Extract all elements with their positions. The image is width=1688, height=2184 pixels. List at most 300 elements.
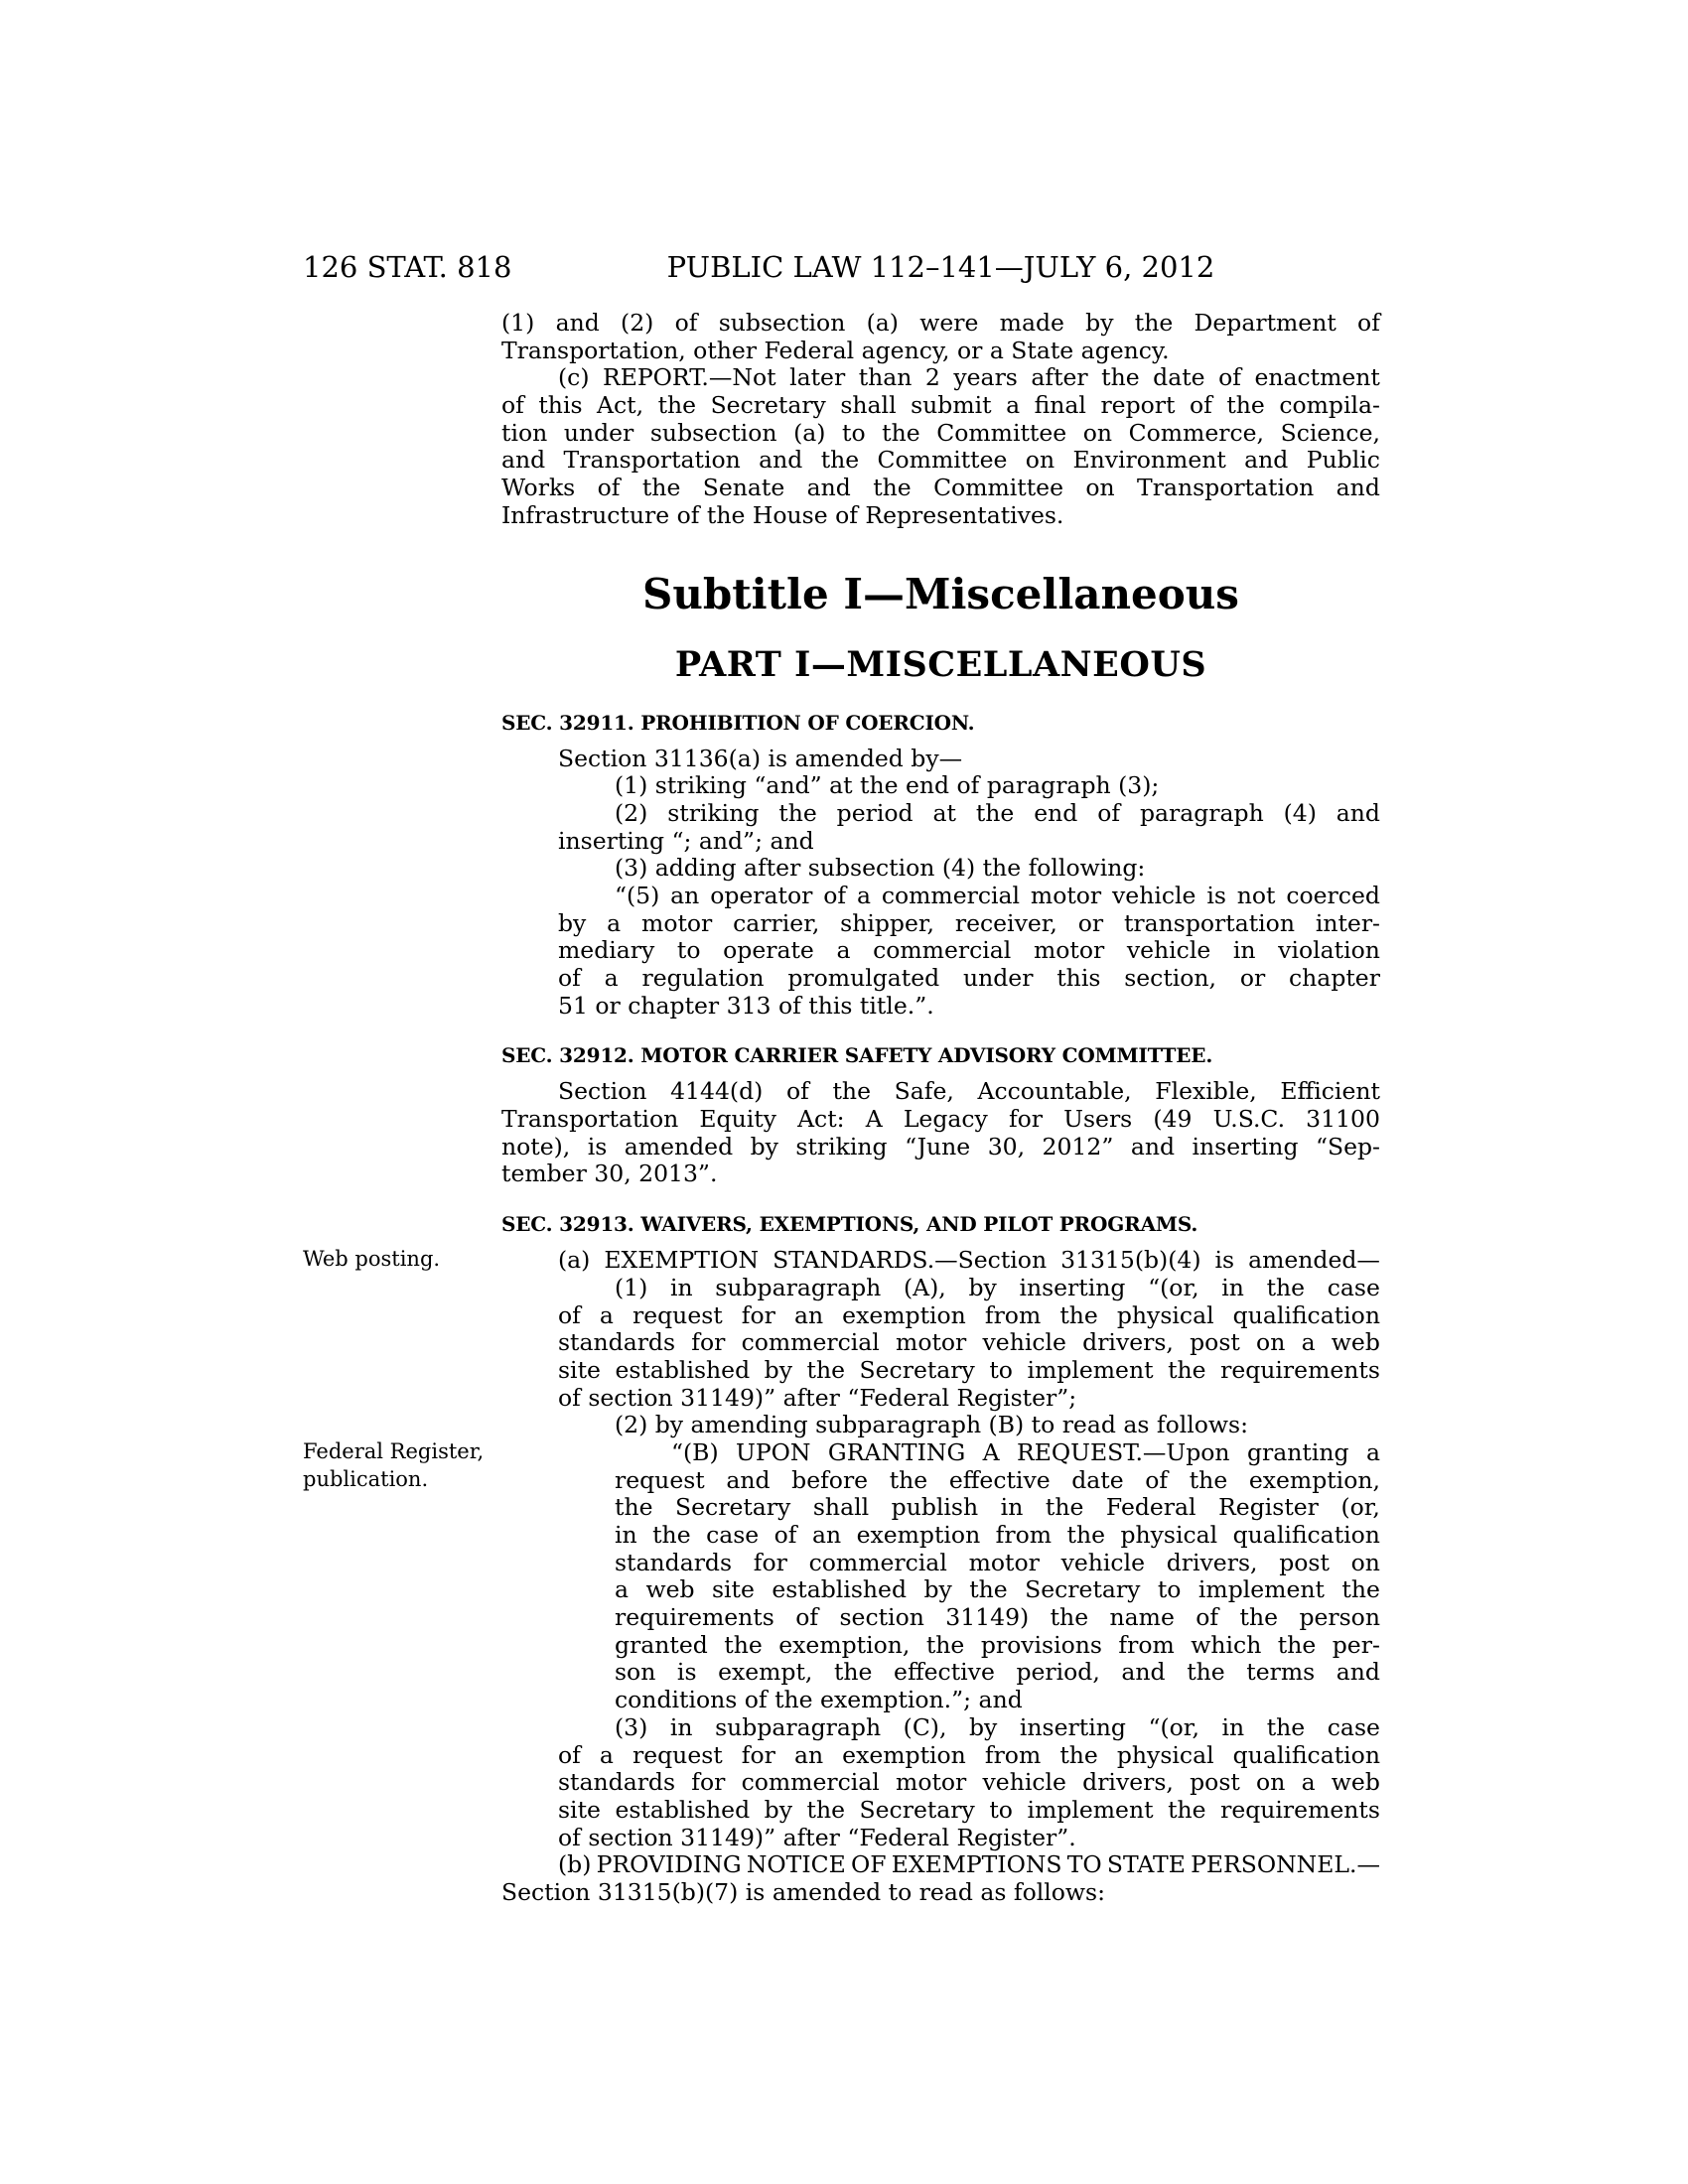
word: the: [778, 798, 817, 827]
word: “(5): [615, 881, 660, 909]
word: and: [806, 474, 851, 502]
word: (a): [558, 1246, 591, 1275]
word: request: [615, 1465, 705, 1494]
word: receiver,: [954, 908, 1057, 937]
word: this: [1056, 964, 1101, 992]
word: motor: [1030, 881, 1102, 909]
word: 30,: [987, 1132, 1026, 1160]
word: section: [839, 1603, 924, 1632]
word: “(B): [671, 1437, 719, 1466]
word: in: [669, 1712, 693, 1741]
word: vehicle: [1060, 1548, 1145, 1576]
word: in: [1221, 1273, 1244, 1301]
word: physical: [1116, 1740, 1214, 1769]
word: established: [615, 1795, 751, 1824]
text-line: [501, 1302, 1380, 1330]
word: Act,: [597, 391, 644, 420]
subtitle-heading: Subtitle I—Miscellaneous: [642, 569, 1239, 618]
word: subparagraph: [715, 1712, 882, 1741]
word: the: [1277, 1630, 1317, 1659]
word: of: [823, 881, 847, 909]
word: standards: [558, 1768, 676, 1797]
word: on: [1082, 418, 1113, 447]
word: motor: [968, 1548, 1040, 1576]
word: to: [842, 418, 866, 447]
word: years: [953, 363, 1018, 392]
word: the: [641, 474, 681, 502]
word: and: [1336, 1658, 1380, 1687]
word: and: [1121, 1658, 1166, 1687]
word: the: [925, 1630, 965, 1659]
word: of: [597, 474, 621, 502]
word: in: [1232, 936, 1256, 965]
word: of: [1145, 1465, 1169, 1494]
text-line: [501, 475, 1380, 502]
word: web: [1331, 1768, 1380, 1797]
word: of: [1218, 363, 1241, 392]
word: regulation: [641, 964, 765, 992]
word: STANDARDS.—Section: [773, 1246, 1048, 1275]
word: commercial: [881, 881, 1021, 909]
word: (1): [501, 309, 535, 337]
word: of: [1357, 309, 1380, 337]
word: operator: [710, 881, 813, 909]
word: by: [923, 1575, 952, 1604]
word: is: [1206, 881, 1226, 909]
word: subsection: [649, 418, 777, 447]
word: Senate: [702, 474, 785, 502]
word: requirements: [1220, 1795, 1380, 1824]
word: TO: [1066, 1850, 1102, 1879]
word: 31315(b)(4): [1060, 1246, 1201, 1275]
word: by: [764, 1355, 792, 1384]
word: end: [1034, 798, 1078, 827]
word: the: [820, 446, 860, 475]
word: made: [999, 309, 1064, 337]
word: commercial: [808, 1548, 947, 1576]
word: or: [1239, 964, 1266, 992]
margin-note: [303, 1438, 496, 1493]
word: a: [836, 936, 851, 965]
text-line: [501, 420, 1380, 448]
text-line: [501, 1522, 1380, 1550]
word: by: [1085, 309, 1114, 337]
word: striking: [667, 798, 760, 827]
word: (c): [558, 363, 590, 392]
word: and: [501, 446, 546, 475]
word: UPON: [736, 1437, 811, 1466]
sec-32912-heading: SEC. 32912. MOTOR CARRIER SAFETY ADVISORY COMMITTEE.: [501, 1043, 1213, 1068]
text-line: Section 31136(a) is amended by—: [558, 744, 963, 772]
word: drivers,: [1082, 1768, 1174, 1797]
text-line: [501, 1106, 1380, 1134]
word: GRANTING: [827, 1437, 966, 1466]
word: for: [741, 1300, 775, 1329]
word: motor: [641, 908, 713, 937]
word: Legacy: [903, 1105, 988, 1134]
text-line: of section 31149)” after “Federal Register”.: [558, 1823, 1076, 1851]
word: the: [1066, 1521, 1105, 1549]
word: A: [982, 1437, 1000, 1466]
word: (4): [1283, 798, 1317, 827]
word: (A),: [903, 1273, 946, 1301]
word: vehicle: [982, 1768, 1066, 1797]
word: the: [1189, 1465, 1228, 1494]
word: before: [791, 1465, 869, 1494]
word: REPORT.—Not: [603, 363, 776, 392]
word: on: [1085, 474, 1115, 502]
word: provisions: [980, 1630, 1102, 1659]
word: later: [789, 363, 846, 392]
text-line: (3) adding after subsection (4) the following:: [615, 854, 1146, 883]
word: of: [501, 391, 524, 420]
word: Secretary: [675, 1493, 791, 1522]
margin-note: [303, 1246, 496, 1274]
text-line: Transportation, other Federal agency, or a State agency.: [501, 336, 1170, 364]
text-line: [501, 1439, 1380, 1467]
text-line: inserting “; and”; and: [558, 826, 814, 855]
word: on: [1256, 1328, 1286, 1357]
word: the: [1134, 309, 1174, 337]
word: the: [1050, 1603, 1089, 1632]
word: and: [1244, 446, 1289, 475]
word: 31149): [945, 1603, 1030, 1632]
word: (2): [621, 309, 654, 337]
word: Section: [558, 1077, 647, 1106]
text-line: tember 30, 2013”.: [501, 1160, 718, 1188]
word: motor: [896, 1328, 967, 1357]
word: under: [962, 964, 1034, 992]
word: which: [1191, 1630, 1262, 1659]
word: (C),: [903, 1712, 947, 1741]
word: period,: [1016, 1658, 1100, 1687]
word: the: [889, 1465, 928, 1494]
word: drivers,: [1082, 1328, 1174, 1357]
word: mediary: [558, 936, 655, 965]
margin-note-line: Web posting.: [303, 1247, 441, 1271]
word: EXEMPTIONS: [891, 1850, 1062, 1879]
word: a: [1365, 1437, 1380, 1466]
word: for: [753, 1548, 787, 1576]
word: or: [1077, 908, 1104, 937]
word: date: [1153, 363, 1205, 392]
word: Commerce,: [1128, 418, 1265, 447]
word: the: [873, 474, 912, 502]
word: Secretary: [859, 1355, 975, 1384]
word: of: [674, 309, 698, 337]
word: under: [563, 418, 634, 447]
text-line: [501, 1851, 1380, 1879]
word: of: [558, 1740, 581, 1769]
word: of: [1196, 1603, 1219, 1632]
word: by: [558, 908, 587, 937]
text-line: (2) by amending subparagraph (B) to read as follows:: [615, 1411, 1249, 1439]
word: is: [587, 1132, 608, 1160]
word: promulgated: [787, 964, 940, 992]
word: effective: [894, 1658, 995, 1687]
sec-32911-heading: SEC. 32911. PROHIBITION OF COERCION.: [501, 710, 975, 735]
word: effective: [948, 1465, 1051, 1494]
word: a: [1301, 1768, 1316, 1797]
word: standards: [615, 1548, 733, 1576]
margin-note-line: publication.: [303, 1466, 429, 1491]
word: a: [856, 881, 871, 909]
word: by: [968, 1273, 997, 1301]
word: case: [706, 1521, 760, 1549]
word: exemption,: [778, 1630, 911, 1659]
word: “(or,: [1148, 1273, 1199, 1301]
word: the: [724, 1630, 763, 1659]
word: subparagraph: [715, 1273, 882, 1301]
text-line: of section 31149)” after “Federal Register”;: [558, 1383, 1077, 1412]
text-line: [501, 800, 1380, 828]
text-line: [501, 1494, 1380, 1522]
word: compila-: [1279, 391, 1380, 420]
word: Transportation: [501, 1105, 679, 1134]
word: standards: [558, 1328, 676, 1357]
text-line: Section 31315(b)(7) is amended to read as follows:: [501, 1877, 1106, 1906]
word: note),: [501, 1132, 571, 1160]
word: qualification: [1232, 1740, 1380, 1769]
word: son: [615, 1658, 656, 1687]
text-line: [501, 1576, 1380, 1604]
word: commercial: [873, 936, 1012, 965]
word: Act:: [797, 1105, 845, 1134]
word: final: [1034, 391, 1086, 420]
word: STATE: [1106, 1850, 1186, 1879]
word: post: [1190, 1768, 1240, 1797]
word: of: [785, 1077, 809, 1106]
word: physical: [1120, 1521, 1218, 1549]
text-line: 51 or chapter 313 of this title.”.: [558, 991, 934, 1020]
word: in: [669, 1273, 693, 1301]
word: to: [1157, 1575, 1182, 1604]
word: case: [1327, 1273, 1380, 1301]
word: 2: [924, 363, 940, 392]
word: the: [657, 391, 697, 420]
word: tion: [501, 418, 548, 447]
text-line: [501, 392, 1380, 420]
part-heading: PART I—MISCELLANEOUS: [674, 643, 1207, 685]
word: “June: [905, 1132, 971, 1160]
word: the: [1168, 1355, 1206, 1384]
word: site: [711, 1575, 755, 1604]
word: inserting: [1019, 1273, 1126, 1301]
word: than: [858, 363, 913, 392]
word: post: [1279, 1548, 1330, 1576]
word: site: [558, 1795, 601, 1824]
word: section,: [1124, 964, 1217, 992]
word: on: [1350, 1548, 1380, 1576]
word: the: [1341, 1575, 1380, 1604]
word: Public: [1306, 446, 1380, 475]
word: Accountable,: [977, 1077, 1132, 1106]
word: by: [764, 1795, 792, 1824]
word: site: [558, 1355, 601, 1384]
word: violation: [1278, 936, 1380, 965]
word: exemption: [856, 1521, 981, 1549]
word: a: [1006, 391, 1021, 420]
word: vehicle: [982, 1328, 1066, 1357]
word: Works: [501, 474, 576, 502]
text-line: [501, 310, 1380, 338]
word: Secretary: [710, 391, 826, 420]
word: of: [774, 1521, 797, 1549]
word: a: [599, 1300, 614, 1329]
word: from: [995, 1521, 1053, 1549]
word: vehicle: [1126, 936, 1211, 965]
word: on: [1256, 1768, 1286, 1797]
statute-text-column: [501, 310, 1380, 1907]
word: motor: [896, 1768, 967, 1797]
word: submit: [911, 391, 992, 420]
word: Committee: [933, 474, 1063, 502]
word: of: [1189, 391, 1212, 420]
text-line: [501, 1659, 1380, 1687]
word: Science,: [1280, 418, 1380, 447]
word: an: [793, 1300, 824, 1329]
word: exemption,: [1248, 1465, 1380, 1494]
word: granted: [615, 1630, 708, 1659]
word: the: [832, 1077, 871, 1106]
word: the: [652, 1521, 691, 1549]
word: by: [750, 1132, 778, 1160]
word: amended—: [1248, 1246, 1380, 1275]
text-line: [501, 1632, 1380, 1660]
word: for: [1008, 1105, 1044, 1134]
page-number-stat-citation: 126 STAT. 818: [303, 250, 512, 284]
word: inserting: [1019, 1712, 1126, 1741]
word: vehicle: [1112, 881, 1196, 909]
word: granting: [1246, 1437, 1349, 1466]
word: the: [1226, 391, 1265, 420]
word: (a): [866, 309, 899, 337]
word: case: [1327, 1712, 1380, 1741]
word: the: [1266, 1273, 1306, 1301]
word: implement: [1027, 1355, 1154, 1384]
text-line: (1) striking “and” at the end of paragraph (3);: [615, 771, 1160, 800]
text-line: [501, 1329, 1380, 1357]
word: commercial: [741, 1768, 880, 1797]
word: Safe,: [894, 1077, 954, 1106]
text-line: [501, 1550, 1380, 1577]
word: operate: [723, 936, 814, 965]
text-line: [501, 1604, 1380, 1632]
word: in: [615, 1521, 637, 1549]
word: (b): [558, 1850, 592, 1879]
word: and: [1336, 798, 1380, 827]
word: Flexible,: [1155, 1077, 1257, 1106]
word: chapter: [1289, 964, 1380, 992]
word: Efficient: [1280, 1077, 1380, 1106]
word: an: [670, 881, 700, 909]
word: terms: [1246, 1658, 1316, 1687]
word: motor: [1033, 936, 1105, 965]
word: of: [558, 964, 581, 992]
text-line: [501, 883, 1380, 910]
word: to: [989, 1795, 1013, 1824]
word: the: [1187, 1658, 1225, 1687]
text-line: [501, 1247, 1380, 1275]
word: the: [1168, 1795, 1206, 1824]
word: name: [1109, 1603, 1175, 1632]
word: striking: [795, 1132, 888, 1160]
word: the: [1239, 1603, 1279, 1632]
text-line: [501, 1714, 1380, 1742]
word: inserting: [1192, 1132, 1299, 1160]
word: enactment: [1254, 363, 1380, 392]
text-line: [501, 1078, 1380, 1106]
word: implement: [1027, 1795, 1154, 1824]
word: qualification: [1232, 1521, 1380, 1549]
word: Department: [1194, 309, 1336, 337]
word: Secretary: [859, 1795, 975, 1824]
word: EXEMPTION: [604, 1246, 760, 1275]
word: (a): [793, 418, 826, 447]
word: request: [633, 1740, 723, 1769]
word: 31100: [1306, 1105, 1380, 1134]
text-line: [501, 1797, 1380, 1825]
word: PERSONNEL.—: [1191, 1850, 1380, 1879]
word: report: [1100, 391, 1176, 420]
word: and: [1336, 474, 1380, 502]
word: the: [1059, 1740, 1098, 1769]
word: (3): [615, 1712, 648, 1741]
word: exempt,: [718, 1658, 813, 1687]
word: transportation: [1123, 908, 1295, 937]
text-line: [501, 1275, 1380, 1302]
word: OF: [850, 1850, 887, 1879]
word: shipper,: [840, 908, 934, 937]
word: A: [865, 1105, 883, 1134]
word: from: [984, 1740, 1042, 1769]
word: this: [538, 391, 583, 420]
word: to: [676, 936, 701, 965]
text-line: [501, 1357, 1380, 1385]
word: amended: [624, 1132, 734, 1160]
word: to: [989, 1355, 1013, 1384]
word: is: [1214, 1246, 1235, 1275]
word: the: [975, 798, 1015, 827]
word: date: [1071, 1465, 1124, 1494]
running-head-law-title: PUBLIC LAW 112–141—JULY 6, 2012: [666, 250, 1215, 284]
text-line: [501, 1134, 1380, 1161]
word: the: [615, 1493, 653, 1522]
text-line: [501, 965, 1380, 993]
word: Register: [1218, 1493, 1319, 1522]
word: the: [833, 1658, 873, 1687]
word: (1): [615, 1273, 648, 1301]
margin-note-line: Federal Register,: [303, 1439, 485, 1463]
word: (2): [615, 798, 648, 827]
word: established: [615, 1355, 751, 1384]
word: subsection: [718, 309, 846, 337]
word: web: [645, 1575, 695, 1604]
word: the: [1266, 1712, 1306, 1741]
word: a: [607, 908, 622, 937]
word: Secretary: [1025, 1575, 1141, 1604]
word: not: [1236, 881, 1276, 909]
word: Committee: [936, 418, 1067, 447]
word: carrier,: [733, 908, 820, 937]
word: for: [691, 1328, 726, 1357]
word: is: [676, 1658, 697, 1687]
word: from: [984, 1300, 1042, 1329]
word: at: [932, 798, 956, 827]
word: of: [1097, 798, 1121, 827]
word: “(or,: [1148, 1712, 1199, 1741]
word: commercial: [741, 1328, 880, 1357]
